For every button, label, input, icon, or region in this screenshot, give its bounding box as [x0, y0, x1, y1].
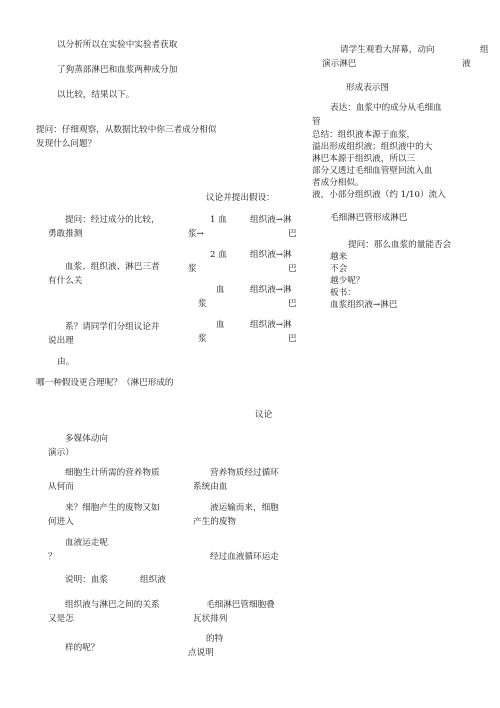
cell-question-line-2: 从何而 — [48, 482, 74, 492]
cell-question-line-5: 血液运走呢 — [65, 538, 108, 548]
cell-question-line-3: 来？细胞产生的废物又如 — [65, 503, 160, 513]
express-line-2: 管 — [312, 117, 321, 127]
answer-2-line-1: 液运输而来，细胞 — [210, 503, 279, 513]
explain-plasma: 说明：血浆 — [65, 575, 108, 585]
hypothesis-2-text-3: 巴 — [288, 264, 297, 274]
hypothesis-1-text-3: 巴 — [288, 229, 297, 239]
intro-line-1: 以分析所以在实验中实验者获取 — [57, 40, 178, 50]
hypothesis-2-label: 2 血 — [210, 250, 227, 260]
express-line-1: 表达：血浆中的成分从毛细血 — [330, 103, 442, 113]
summary-line-6: 液，小部分组织液（约 1/10）流入 — [312, 190, 446, 200]
question-4-line-1: 系？请同学们分组议论并 — [65, 322, 160, 332]
hypothesis-3-text-3: 巴 — [288, 299, 297, 309]
answer-2-line-2: 产生的废物 — [193, 517, 236, 527]
watch-line-1: 请学生观看大屏幕，动向 — [340, 45, 435, 55]
hypothesis-4-label: 血 — [216, 320, 225, 330]
hypothesis-4-text: 组织液→淋 — [250, 320, 292, 330]
watch-line-2: 演示淋巴 — [322, 59, 357, 69]
hypothesis-2-text-2: 浆 — [188, 264, 197, 274]
question-4-line-2: 说出理 — [48, 336, 74, 346]
media-line-2: 演示） — [48, 448, 74, 458]
option-increase: 越来 — [330, 252, 348, 262]
hypothesis-4-text-3: 巴 — [288, 334, 297, 344]
summary-line-5: 者成分相似。 — [312, 178, 364, 188]
board-label: 板书： — [330, 288, 356, 298]
summary-line-3: 淋巴本源于组织液，所以三 — [312, 154, 416, 164]
option-unchanged: 不会 — [330, 264, 348, 274]
plasma-question: 提问：那么血浆的量能否会 — [348, 240, 452, 250]
hypothesis-1-text-2: 浆→ — [188, 229, 204, 239]
cell-question-line-4: 何进入 — [48, 517, 74, 527]
option-decrease: 越少呢？ — [330, 276, 365, 286]
feature-line-2: 瓦状排列 — [193, 614, 228, 624]
hypothesis-1-label: 1 血 — [210, 215, 227, 225]
formation-diagram: 形成表示图 — [346, 83, 389, 93]
explain-tissue-fluid: 组织液 — [140, 575, 166, 585]
answer-1-line-2: 系统由血 — [193, 482, 228, 492]
discuss-hypothesis: 议论并提出假设： — [206, 193, 275, 203]
cell-question-line-1: 细胞生计所需的营养物质 — [65, 468, 160, 478]
question-4-line-3: 由。 — [57, 357, 75, 367]
summary-line-7: 毛细淋巴管形成淋巴 — [330, 213, 408, 223]
hypothesis-2-text: 组织液→淋 — [250, 250, 292, 260]
relation-question-line-3: 样的呢？ — [65, 643, 100, 653]
media-line-1: 多媒体动向 — [65, 434, 108, 444]
question-3-line-2: 有什么关 — [48, 276, 83, 286]
hypothesis-3-text-2: 浆 — [198, 299, 207, 309]
hypothesis-4-text-2: 浆 — [198, 334, 207, 344]
summary-line-1: 总结：组织液本源于血浆， — [312, 130, 416, 140]
feature-line-1: 毛细淋巴管细胞叠 — [206, 600, 275, 610]
feature-line-4: 点说明 — [188, 648, 214, 658]
hypothesis-3-label: 血 — [216, 285, 225, 295]
board-content: 血浆组织液→淋巴 — [330, 300, 398, 310]
summary-line-2: 溢出形成组织液；组织液中的大 — [312, 142, 433, 152]
answer-3: 经过血液循环运走 — [210, 552, 279, 562]
watch-fluid: 液 — [462, 59, 471, 69]
question-1-line-2: 发现什么问题？ — [36, 139, 97, 149]
feature-line-3: 的特 — [206, 634, 224, 644]
watch-group: 组 — [480, 45, 489, 55]
intro-line-2: 了狗蒸部淋巴和血浆两种成分加 — [57, 65, 178, 75]
which-hypothesis: 哪一种假设更合理呢？（淋巴形成的 — [36, 378, 174, 388]
question-2-line-2: 勇敢推测 — [48, 229, 83, 239]
cell-question-line-6: ？ — [48, 552, 57, 562]
hypothesis-3-text: 组织液→淋 — [250, 285, 292, 295]
intro-line-3: 以比较，结果以下。 — [57, 90, 135, 100]
question-3-line-1: 血浆、组织液、淋巴三者 — [65, 262, 160, 272]
question-1-line-1: 提问：仔细观察，从数据比较中你三者成分相似 — [36, 125, 217, 135]
relation-question-line-1: 组织液与淋巴之间的关系 — [65, 600, 160, 610]
answer-1-line-1: 营养物质经过循环 — [210, 468, 279, 478]
discuss-label: 议论 — [255, 410, 273, 420]
relation-question-line-2: 又是怎 — [48, 614, 74, 624]
hypothesis-1-text: 组织液→淋 — [250, 215, 292, 225]
summary-line-4: 部分又透过毛细血管壁回流入血 — [312, 166, 433, 176]
question-2-line-1: 提问：经过成分的比较， — [65, 215, 160, 225]
